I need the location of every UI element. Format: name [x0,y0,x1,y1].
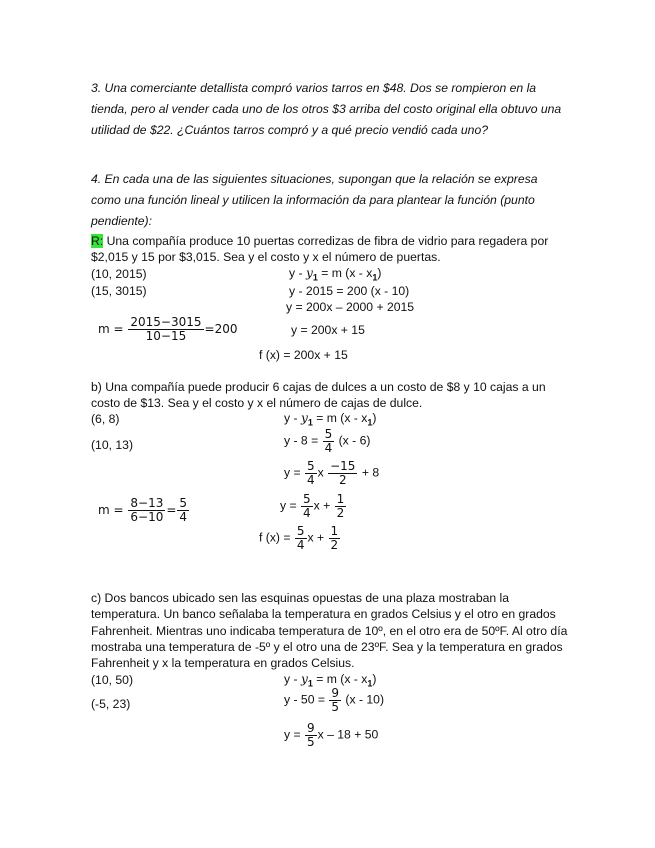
part-c-point-2: (-5, 23) [91,697,131,711]
part-a-point-1: (10, 2015) [91,267,147,281]
part-b-point-slope-formula: $y - y_1 = m$ $(x - x_1)$ [284,411,377,428]
part-c-point-slope-formula: $y - y_1 = m$ $(x - x_1)$ [284,672,377,689]
part-b-point-2: (10, 13) [91,438,134,452]
part-a-equation-2: y - 2015 = 200 (x - 10) [289,284,410,298]
part-c-statement [91,590,569,671]
question-3 [91,78,569,141]
question-3-text: 3. Una comerciante detallista compró varios tarros en $48. Dos se rompieron en la tienda, pero al vender cada uno de los otros $3 arriba del costo original ella obtuvo una utilidad de $22. ¿Cuántos tarros compró y a qué precio vendió cada uno? [91,81,562,137]
part-b-equation-3: y = $\frac{5}{4}$ x $\frac{-15}{2}$ + 8 [284,459,380,487]
part-c-text: c) Dos bancos ubicado sen las esquinas opuestas de una plaza mostraban la temperatura. Un banco señalaba la temperatura en grados Celsius y el otro en grados Fahrenheit. Mientras uno indicaba temperatura de 10º, en el otro era de 50ºF. Al otro día mostraba una temperatura de -5º y el otro una de 23ºF. Sea y la temperatura en grados Fahrenheit y x la temperatura en grados Celsius. [91,591,568,671]
answer-label-highlight: R: [91,234,104,248]
question-4-text: 4. En cada una de las siguientes situaciones, supongan que la relación se expresa como una función lineal y utilicen la información da para plantear la función (punto pendiente): [91,172,538,228]
part-a-statement [91,233,569,265]
part-a-point-slope-formula: $y - y_1 = m$ $(x - x_1)$ [289,266,382,283]
part-b-statement [91,379,569,411]
part-a-equation-3: y = 200x – 2000 + 2015 [286,300,415,314]
part-b-text: b) Una compañía puede producir 6 cajas de dulces a un costo de $8 y 10 cajas a un costo de $13. Sea y el costo y x el número de cajas de dulce. [91,380,546,410]
part-b-equation-4: y = $\frac{5}{4}$ x + $\frac{1}{2}$ [280,492,345,520]
part-b-equation-2: y - 8 = $\frac{5}{4}$ (x - 6) [284,427,371,455]
part-b-point-1: (6, 8) [91,412,120,426]
question-4 [91,169,569,232]
part-a-equation-4: y = 200x + 15 [291,323,365,337]
part-b-slope: m = $\frac{8-13}{6-10}$ = $\frac{5}{4}$ [98,496,188,524]
part-c-point-1: (10, 50) [91,673,134,687]
part-b-function: f (x) = $\frac{5}{4}$ x + $\frac{1}{2}$ [259,524,339,552]
part-a-function: f (x) = 200x + 15 [259,348,348,362]
part-a-point-2: (15, 3015) [91,284,147,298]
part-a-slope: m = $\frac{2015-3015}{10-15}$ =200 [98,315,238,343]
part-c-equation-2: y - 50 = $\frac{9}{5}$ (x - 10) [284,686,384,714]
part-c-equation-3: y = $\frac{9}{5}$ x – 18 + 50 [284,721,379,749]
part-a-text: Una compañía produce 10 puertas corredizas de fibra de vidrio para regadera por $2,015 y 15 por $3,015. Sea y el costo y x el número de puertas. [91,234,549,264]
